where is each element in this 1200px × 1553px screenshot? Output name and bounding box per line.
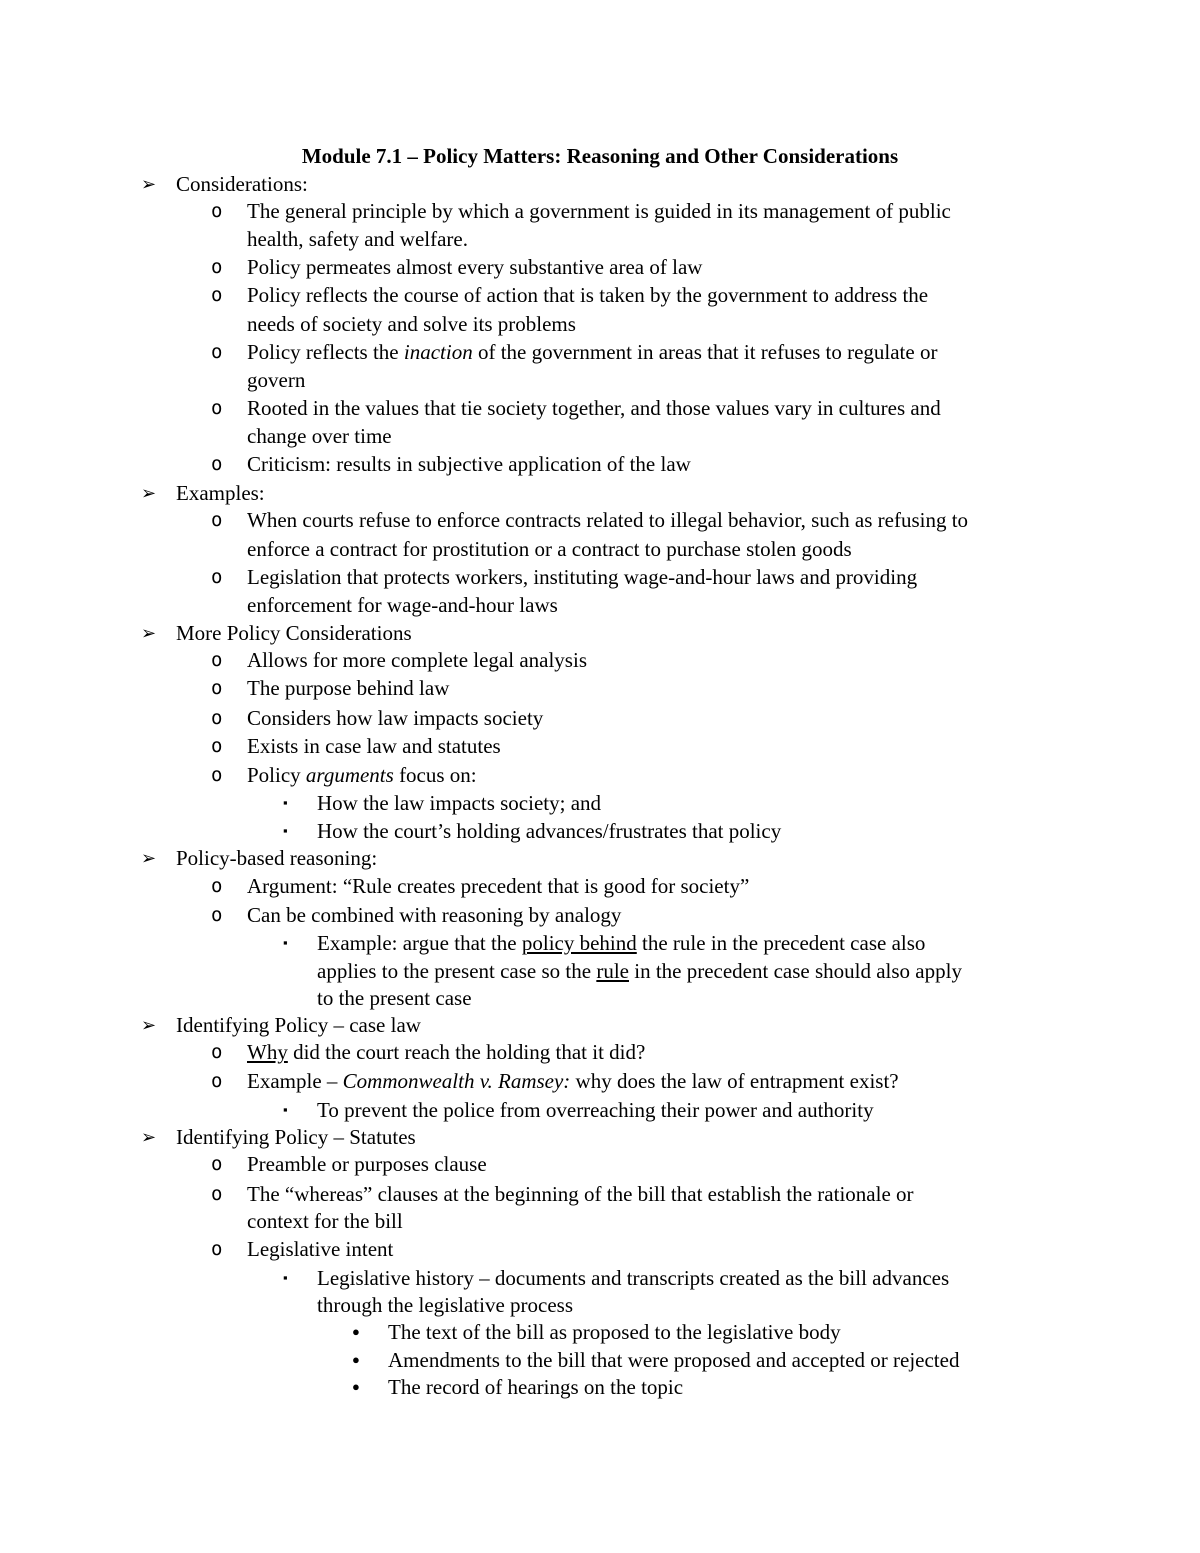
underlined-term: Why (247, 1040, 288, 1064)
list-item-continuation: enforce a contract for prostitution or a contract to purchase stolen goods (247, 537, 852, 561)
list-item (247, 761, 477, 789)
list-item: The general principle by which a government is guided in its management of public (247, 199, 951, 223)
list-item-continuation: context for the bill (247, 1209, 403, 1233)
arrow-bullet-icon: ➢ (141, 848, 157, 868)
section-heading-more-policy: More Policy Considerations (176, 621, 412, 645)
text-run: Policy (247, 763, 306, 787)
circle-bullet-icon: o (211, 284, 223, 306)
arrow-bullet-icon: ➢ (141, 1127, 157, 1147)
italic-case-name: Commonwealth v. Ramsey: (342, 1069, 571, 1093)
square-bullet-icon: ▪ (283, 935, 288, 950)
circle-bullet-icon: o (211, 256, 223, 278)
circle-bullet-icon: o (211, 453, 223, 475)
arrow-bullet-icon: ➢ (141, 483, 157, 503)
text-run: the rule in the precedent case also (636, 931, 926, 955)
list-item: When courts refuse to enforce contracts related to illegal behavior, such as refusing to (247, 508, 969, 532)
square-bullet-icon: ▪ (283, 795, 288, 810)
list-item-continuation: needs of society and solve its problems (247, 312, 576, 336)
list-item (247, 338, 937, 366)
underlined-term: rule (596, 959, 629, 983)
list-item: Exists in case law and statutes (247, 734, 501, 758)
section-heading-considerations: Considerations: (176, 172, 308, 196)
list-item: The text of the bill as proposed to the legislative body (388, 1320, 841, 1344)
list-item: Can be combined with reasoning by analogy (247, 903, 622, 927)
circle-bullet-icon: o (211, 1070, 223, 1092)
list-item (247, 1067, 899, 1095)
dot-bullet-icon: ● (352, 1379, 360, 1394)
list-item: Criticism: results in subjective application of the law (247, 452, 691, 476)
circle-bullet-icon: o (211, 707, 223, 729)
circle-bullet-icon: o (211, 875, 223, 897)
list-item-continuation: through the legislative process (317, 1293, 574, 1317)
section-heading-examples: Examples: (176, 481, 265, 505)
list-item: Considers how law impacts society (247, 706, 544, 730)
text-run: focus on: (393, 763, 477, 787)
circle-bullet-icon: o (211, 200, 223, 222)
list-item: Legislation that protects workers, instituting wage-and-hour laws and providing (247, 565, 918, 589)
circle-bullet-icon: o (211, 904, 223, 926)
text-run: why does the law of entrapment exist? (570, 1069, 899, 1093)
list-item: Preamble or purposes clause (247, 1152, 487, 1176)
circle-bullet-icon: o (211, 566, 223, 588)
list-item: Amendments to the bill that were proposed and accepted or rejected (388, 1348, 960, 1372)
circle-bullet-icon: o (211, 1238, 223, 1260)
list-item: Rooted in the values that tie society together, and those values vary in cultures and (247, 396, 941, 420)
square-bullet-icon: ▪ (283, 1270, 288, 1285)
circle-bullet-icon: o (211, 677, 223, 699)
list-item: The “whereas” clauses at the beginning of the bill that establish the rationale or (247, 1182, 914, 1206)
text-run: Example – (247, 1069, 343, 1093)
list-item-continuation: govern (247, 368, 306, 392)
list-item (247, 1038, 645, 1066)
list-item-continuation (317, 957, 962, 985)
list-item-continuation: health, safety and welfare. (247, 227, 468, 251)
text-run: Policy reflects the (247, 340, 404, 364)
list-item: To prevent the police from overreaching their power and authority (317, 1098, 874, 1122)
section-heading-statutes: Identifying Policy – Statutes (176, 1125, 416, 1149)
list-item-continuation: change over time (247, 424, 392, 448)
arrow-bullet-icon: ➢ (141, 174, 157, 194)
list-item: Legislative intent (247, 1237, 394, 1261)
circle-bullet-icon: o (211, 649, 223, 671)
list-item: The record of hearings on the topic (388, 1375, 684, 1399)
circle-bullet-icon: o (211, 764, 223, 786)
text-run: did the court reach the holding that it did? (287, 1040, 646, 1064)
list-item: The purpose behind law (247, 676, 450, 700)
italic-term: inaction (403, 340, 473, 364)
circle-bullet-icon: o (211, 509, 223, 531)
circle-bullet-icon: o (211, 1153, 223, 1175)
circle-bullet-icon: o (211, 1041, 223, 1063)
square-bullet-icon: ▪ (283, 823, 288, 838)
list-item-continuation: enforcement for wage-and-hour laws (247, 593, 558, 617)
circle-bullet-icon: o (211, 735, 223, 757)
list-item: Policy permeates almost every substantive area of law (247, 255, 703, 279)
circle-bullet-icon: o (211, 341, 223, 363)
list-item: Allows for more complete legal analysis (247, 648, 587, 672)
dot-bullet-icon: ● (352, 1324, 360, 1339)
text-run: applies to the present case so the (317, 959, 597, 983)
list-item: Argument: “Rule creates precedent that is good for society” (247, 874, 750, 898)
italic-term: arguments (305, 763, 394, 787)
square-bullet-icon: ▪ (283, 1102, 288, 1117)
list-item: How the court’s holding advances/frustrates that policy (317, 819, 782, 843)
list-item: Policy reflects the course of action that is taken by the government to address the (247, 283, 929, 307)
dot-bullet-icon: ● (352, 1352, 360, 1367)
list-item: How the law impacts society; and (317, 791, 602, 815)
text-run: in the precedent case should also apply (628, 959, 962, 983)
section-heading-case-law: Identifying Policy – case law (176, 1013, 421, 1037)
text-run: Example: argue that the (317, 931, 522, 955)
list-item (317, 929, 925, 957)
circle-bullet-icon: o (211, 397, 223, 419)
list-item: Legislative history – documents and transcripts created as the bill advances (317, 1266, 950, 1290)
list-item-continuation: to the present case (317, 986, 472, 1010)
page-title: Module 7.1 – Policy Matters: Reasoning and Other Considerations (301, 144, 899, 168)
arrow-bullet-icon: ➢ (141, 1015, 157, 1035)
text-run: of the government in areas that it refuses to regulate or (472, 340, 938, 364)
circle-bullet-icon: o (211, 1183, 223, 1205)
section-heading-policy-reasoning: Policy-based reasoning: (176, 846, 378, 870)
arrow-bullet-icon: ➢ (141, 623, 157, 643)
underlined-term: policy behind (521, 931, 637, 955)
